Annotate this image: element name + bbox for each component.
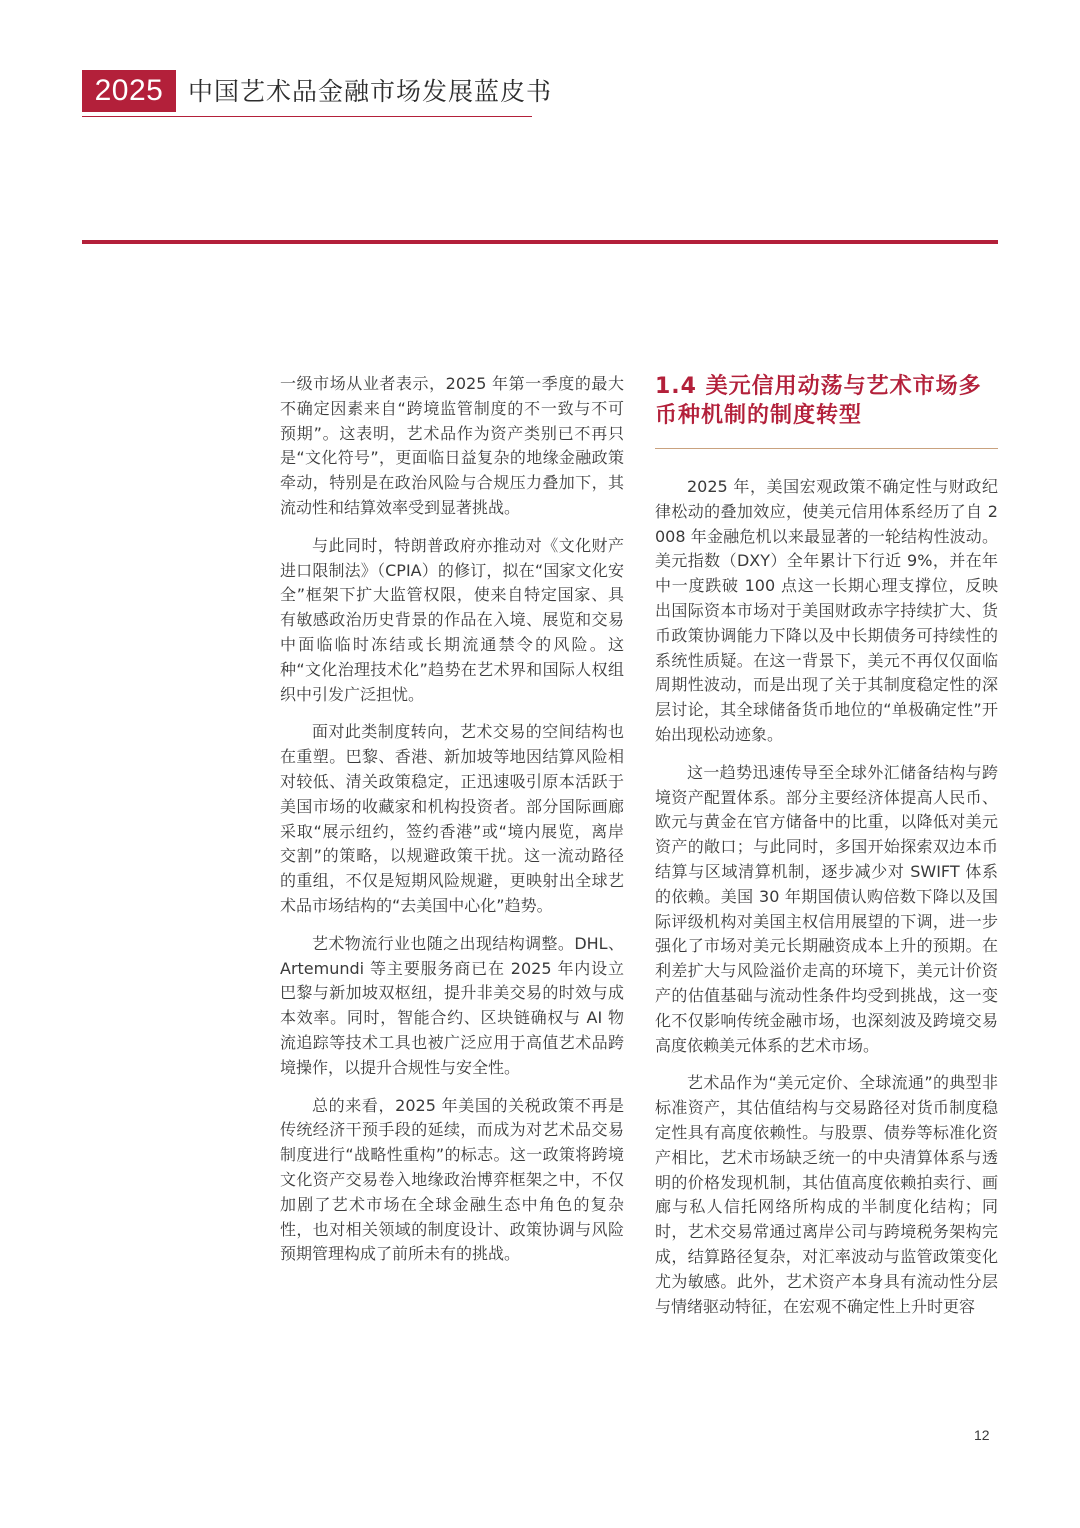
section-divider xyxy=(82,240,998,244)
header-underline xyxy=(82,116,532,117)
body-paragraph: 总的来看，2025 年美国的关税政策不再是传统经济干预手段的延续，而成为对艺术品交易制度进行“战略性重构”的标志。这一政策将跨境文化资产交易卷入地缘政治博弈框架之中，不仅加剧了艺术市场在全球金融生态中角色的复杂性，也对相关领域的制度设计、政策协调与风险预期管理构成了前所未有的挑战。 xyxy=(280,1095,624,1264)
heading-underline xyxy=(655,448,998,449)
section-heading: 1.4 美元信用动荡与艺术市场多币种机制的制度转型 xyxy=(655,374,982,428)
body-paragraph: 一级市场从业者表示，2025 年第一季度的最大不确定因素来自“跨境监管制度的不一致与不可预期”。这表明，艺术品作为资产类别已不再只是“文化符号”，更面临日益复杂的地缘金融政策牵动，特别是在政治风险与合规压力叠加下，其流动性和结算效率受到显著挑战。 xyxy=(280,374,624,517)
body-paragraph: 这一趋势迅速传导至全球外汇储备结构与跨境资产配置体系。部分主要经济体提高人民币、欧元与黄金在官方储备中的比重，以降低对美元资产的敞口；与此同时，多国开始探索双边本币结算与区域清算机制，逐步减少对 SWIFT 体系的依赖。美国 30 年期国债认购倍数下降以及国际评级机构对美国主权信用展望的下调，进一步强化了市场对美元长期融资成本上升的预期。在利差扩大与风险溢价走高的环境下，美元计价资产的估值基础与流动性条件均受到挑战，这一变化不仅影响传统金融市场，也深刻波及跨境交易高度依赖美元体系的艺术市场。 xyxy=(655,762,998,1055)
right-text-column xyxy=(655,372,998,1332)
report-year-badge: 2025 xyxy=(82,70,176,112)
body-paragraph: 艺术品作为“美元定价、全球流通”的典型非标准资产，其估值结构与交易路径对货币制度稳定性具有高度依赖性。与股票、债券等标准化资产相比，艺术市场缺乏统一的中央清算体系与透明的价格发现机制，其估值高度依赖拍卖行、画廊与私人信托网络所构成的半制度化结构；同时，艺术交易常通过离岸公司与跨境税务架构完成，结算路径复杂，对汇率波动与监管政策变化尤为敏感。此外，艺术资产本身具有流动性分层与情绪驱动特征，在宏观不确定性上升时更容 xyxy=(655,1073,998,1316)
page-number: 12 xyxy=(974,1427,990,1443)
left-text-column xyxy=(280,372,624,1280)
body-paragraph: 艺术物流行业也随之出现结构调整。DHL、Artemundi 等主要服务商已在 2025 年内设立巴黎与新加坡双枢纽，提升非美交易的时效与成本效率。同时，智能合约、区块链确权与 AI 物流追踪等技术工具也被广泛应用于高值艺术品跨境操作，以提升合规性与安全性。 xyxy=(280,933,624,1077)
report-title: 中国艺术品金融市场发展蓝皮书 xyxy=(188,77,553,106)
body-paragraph: 2025 年，美国宏观政策不确定性与财政纪律松动的叠加效应，使美元信用体系经历了自 2008 年金融危机以来最显著的一轮结构性波动。美元指数（DXY）全年累计下行近 9%，并在年中一度跌破 100 点这一长期心理支撑位，反映出国际资本市场对于美国财政赤字持续扩大、货币政策协调能力下降以及中长期债务可持续性的系统性质疑。在这一背景下，美元不再仅仅面临周期性波动，而是出现了关于其制度稳定性的深层讨论，其全球储备货币地位的“单极确定性”开始出现松动迹象。 xyxy=(655,477,998,744)
body-paragraph: 面对此类制度转向，艺术交易的空间结构也在重塑。巴黎、香港、新加坡等地因结算风险相对较低、清关政策稳定，正迅速吸引原本活跃于美国市场的收藏家和机构投资者。部分国际画廊采取“展示纽约，签约香港”或“境内展览，离岸交割”的策略，以规避政策干扰。这一流动路径的重组，不仅是短期风险规避，更映射出全球艺术品市场结构的“去美国中心化”趋势。 xyxy=(280,722,624,915)
body-paragraph: 与此同时，特朗普政府亦推动对《文化财产进口限制法》（CPIA）的修订，拟在“国家文化安全”框架下扩大监管权限，使来自特定国家、具有敏感政治历史背景的作品在入境、展览和交易中面临临时冻结或长期流通禁令的风险。这种“文化治理技术化”趋势在艺术界和国际人权组织中引发广泛担忧。 xyxy=(280,535,624,704)
